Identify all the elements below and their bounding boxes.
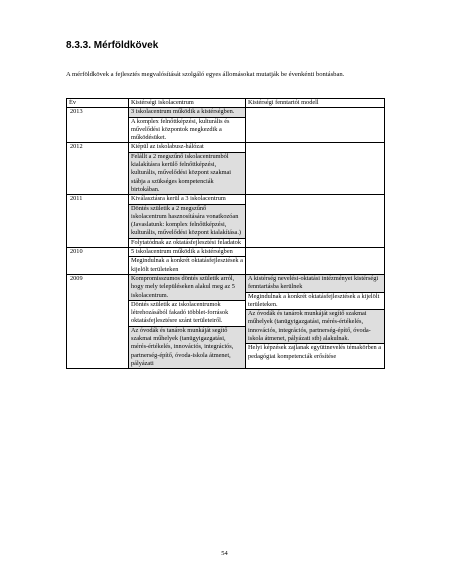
milestone-block: A komplex felnőttképzési, kulturális és művelődési központok megkezdik a működésüket. [131,117,230,142]
header-fenntartoi-modell: Kistérségi fenntartói modell [246,99,385,108]
year-cell: 2009 [67,274,129,368]
milestones-table [66,98,385,369]
table-row [67,248,385,275]
header-kisterseg-iskolacentrum: Kistérségi iskolacentrum [129,99,246,108]
header-year: Év [67,99,129,108]
milestone-block: Az óvodák és tanárok munkáját segítő szakmai műhelyek (tanügyigazgatási, mérés-értékelés, innovációs, integrációs, partnerség-építő, óvoda-iskola átmenet, pályázati [129,327,245,368]
fenntartoi-cell [246,108,385,143]
kisterseg-cell [129,195,246,248]
table-row [67,143,385,195]
milestone-block: Kiválasztásra kerül a 3 iskolacentrum [129,195,245,204]
intro-paragraph: A mérföldkövek a fejlesztés megvalósítását szolgáló egyes állomásokat mutatják be évenkénti bontásban. [66,71,345,78]
table-row [67,108,385,143]
table-row [67,195,385,248]
table-row [67,274,385,368]
year-cell: 2010 [67,248,129,275]
year-cell: 2013 [67,108,129,143]
milestone-block: Az óvodák és tanárok munkáját segítő szakmai műhelyek (tanügyigazgatási, mérés-értékelés, innovációs, integrációs, partnerség-építő, óvoda-iskola átmenet, pályázati stb) alakulnak. [246,310,384,344]
year-cell: 2012 [67,143,129,195]
kisterseg-cell [129,108,246,143]
milestone-block: Kiépül az iskolabusz-hálózat [129,143,245,152]
milestone-block: 3 iskolacentrum működik a kistérségben. [129,108,245,117]
section-heading: 8.3.3. Mérföldkövek [66,40,159,51]
fenntartoi-cell [246,195,385,248]
fenntartoi-cell [246,274,385,368]
fenntartoi-cell [246,143,385,195]
fenntartoi-cell [246,248,385,275]
milestone-block: Döntés születik a 2 megszűnő iskolacentrum hasznosítására vonatkozóan (Javaslatunk: komplex felnőttképzési, kulturális, művelődési központ kialakítása.) [129,205,245,239]
milestone-block: Döntés születik az iskolacentrumok létrehozásából fakadó többlet-források oktatásfejlesztésre szánt területeiről. [129,301,245,327]
milestone-block: Megindulnak a konkrét oktatásfejlesztések a kijelölt területeken [131,257,243,273]
kisterseg-cell [129,143,246,195]
milestone-block: A kistérség nevelési-oktatási intézményei kistérségi fenntartásba kerülnek [246,275,384,293]
table-header-row [67,99,385,108]
milestone-block: Folytatódnak az oktatásfejlesztési feladatok [131,238,241,246]
milestone-block: Megindulnak a konkrét oktatásfejlesztések a kijelölt területeken. [246,293,384,311]
milestone-block: Kompromisszumos döntés születik arról, hogy mely településeken alakul meg az 5 iskolacentrum. [129,275,245,301]
milestone-block: Helyi képzések zajlanak együttnevelés témakörben a pedagógiai kompetenciák erősítése [248,344,382,360]
kisterseg-cell [129,248,246,275]
milestone-block: Felállt a 2 megszűnő iskolacentrumból kialakításra kerülő felnőttképzési, kulturális, művelődési központ szakmai stábja a szükséges kompetenciák birtokában. [129,153,245,194]
milestone-block: 5 iskolacentrum működik a kistérségben [129,248,245,257]
page-number: 54 [221,550,228,557]
kisterseg-cell [129,274,246,368]
year-cell: 2011 [67,195,129,248]
